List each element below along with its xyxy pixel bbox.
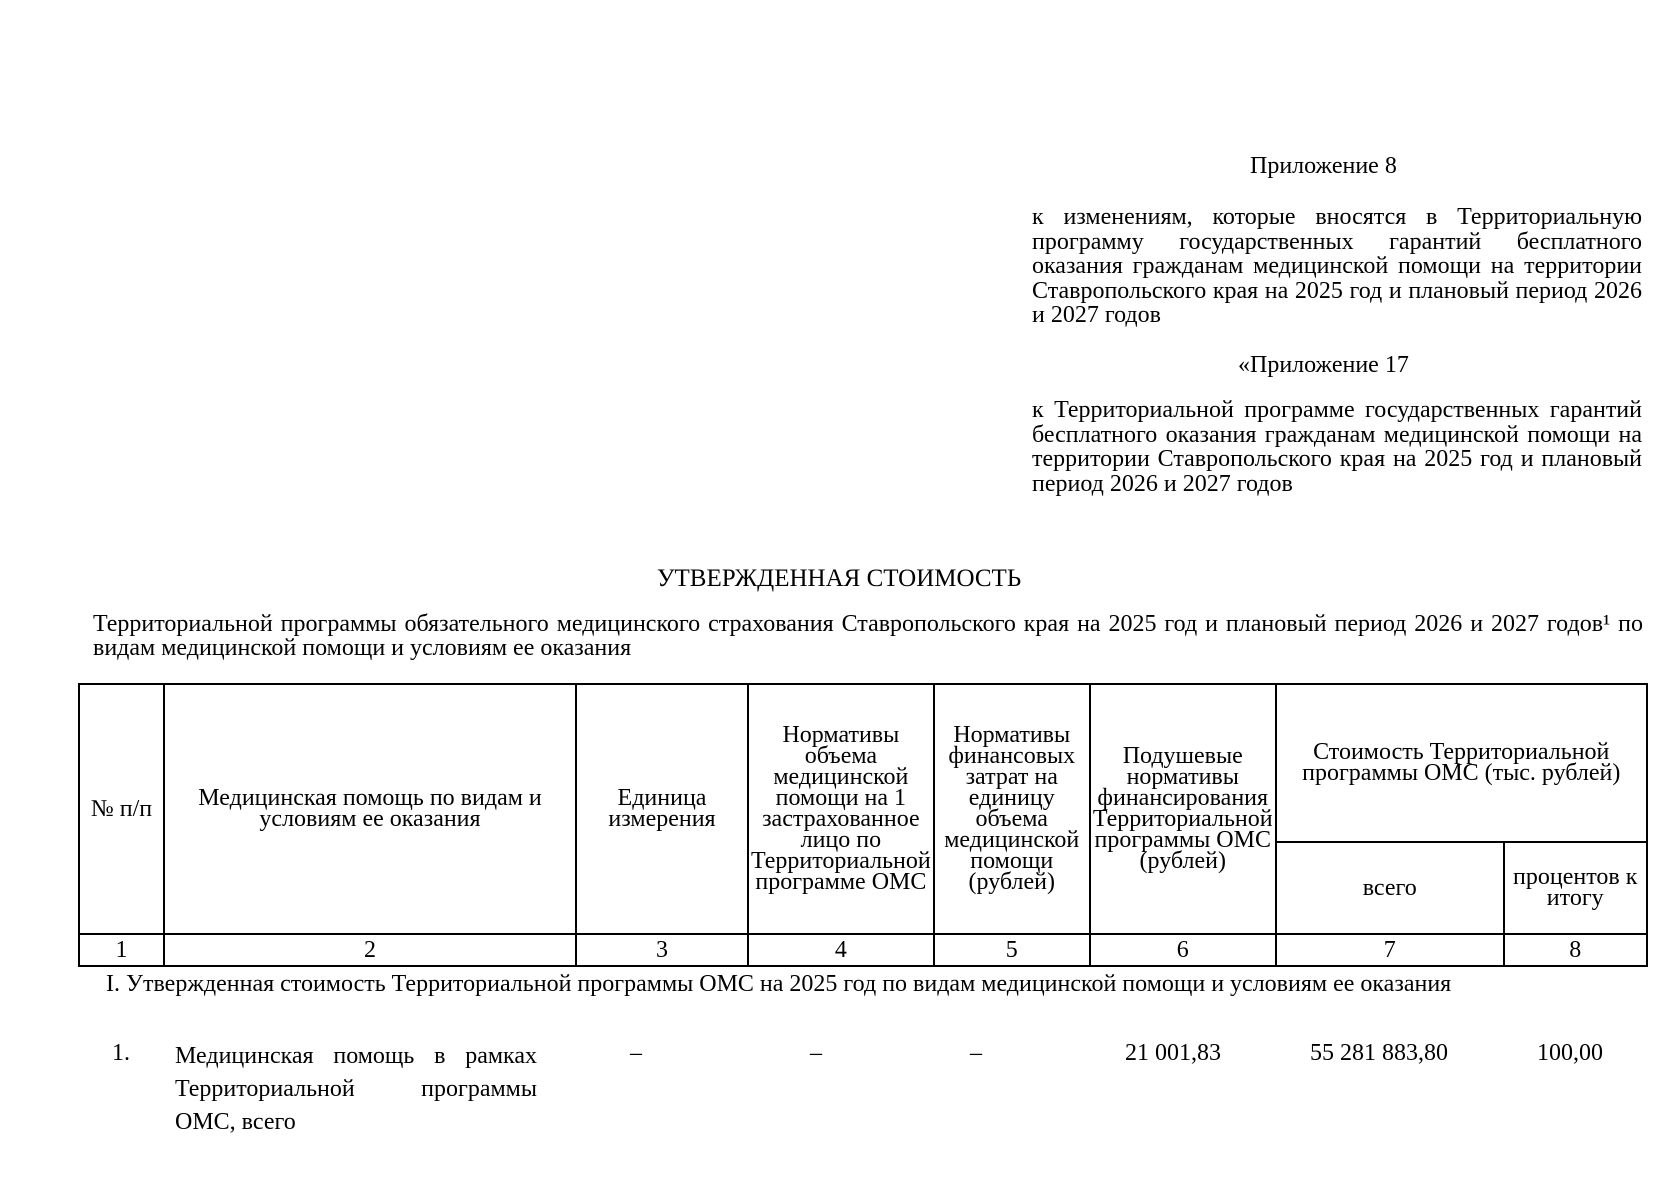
header-total: всего — [1276, 842, 1504, 934]
row-volume: – — [810, 1040, 822, 1066]
column-number: 1 — [79, 934, 164, 966]
appendix-text: к изменениям, которые вносятся в Территориальную программу государственных гарантий бесплатного оказания гражданам медицинской помощи на территории Ставропольского края на 2025 год и плановый период 2026 и 2027 годов — [1032, 204, 1642, 328]
row-number: 1. — [112, 1040, 130, 1066]
row-unit: – — [630, 1040, 642, 1066]
document-subtitle: Территориальной программы обязательного медицинского страхования Ставропольского края на 2025 год и плановый период 2026 и 2027 годов¹ по видам медицинской помощи и условиям ее оказания — [93, 611, 1643, 661]
column-number: 2 — [164, 934, 576, 966]
appendix-inner-text: к Территориальной программе государственных гарантий бесплатного оказания гражданам медицинской помощи на территории Ставропольского края на 2025 год и плановый период 2026 и 2027 годов — [1032, 397, 1642, 497]
header-per-capita: Подушевые нормативы финансирования Территориальной программы ОМС (рублей) — [1090, 684, 1276, 934]
header-program-cost: Стоимость Территориальной программы ОМС (тыс. рублей) — [1276, 684, 1647, 842]
header-volume-norm: Нормативы объема медицинской помощи на 1 застрахованное лицо по Территориальной программе ОМС — [748, 684, 934, 934]
column-number: 7 — [1276, 934, 1504, 966]
appendix-inner-title: «Приложение 17 — [1238, 352, 1409, 378]
row-per-capita: 21 001,83 — [1125, 1040, 1221, 1066]
section-heading: I. Утвержденная стоимость Территориальной программы ОМС на 2025 год по видам медицинской помощи и условиям ее оказания — [106, 971, 1452, 997]
column-number: 3 — [576, 934, 748, 966]
appendix-title: Приложение 8 — [1250, 153, 1397, 179]
cost-table-header — [78, 683, 1648, 967]
row-cost: – — [970, 1040, 982, 1066]
column-number: 4 — [748, 934, 934, 966]
column-number: 5 — [934, 934, 1090, 966]
header-number: № п/п — [79, 684, 164, 934]
header-percent: процентов к итогу — [1504, 842, 1647, 934]
row-name: Медицинская помощь в рамках Территориальной программы ОМС, всего — [175, 1043, 537, 1135]
header-care-type: Медицинская помощь по видам и условиям ее оказания — [164, 684, 576, 934]
row-percent: 100,00 — [1537, 1040, 1603, 1066]
row-total: 55 281 883,80 — [1310, 1040, 1448, 1066]
column-number: 6 — [1090, 934, 1276, 966]
document-title: УТВЕРЖДЕННАЯ СТОИМОСТЬ — [656, 565, 1022, 592]
header-unit: Единица измерения — [576, 684, 748, 934]
header-cost-norm: Нормативы финансовых затрат на единицу объема медицинской помощи (рублей) — [934, 684, 1090, 934]
column-number: 8 — [1504, 934, 1647, 966]
